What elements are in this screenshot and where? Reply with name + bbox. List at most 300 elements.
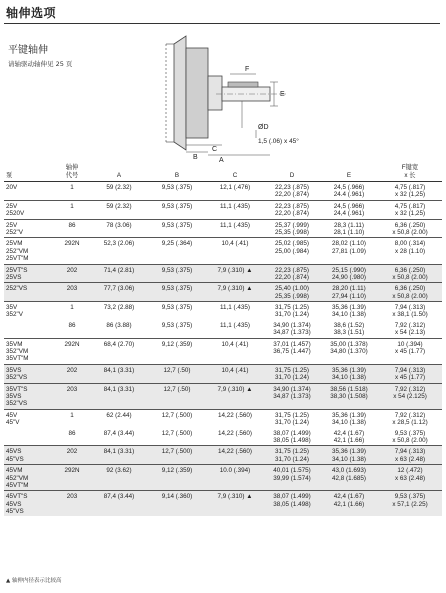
cell-line: 35VT"S (6, 385, 28, 393)
cell-line: x 57,1 (2.25) (392, 500, 428, 508)
cell-a (90, 383, 148, 409)
cell-line: 45VT"S (6, 493, 28, 501)
cell-line: 35,36 (1.39) (332, 304, 366, 312)
cell-line: 203 (66, 493, 78, 501)
cell-a (90, 200, 148, 219)
cell-pump (4, 364, 54, 383)
cell-line: 37,01 (1.457) (273, 340, 311, 348)
cell-line: 35VT"M (6, 355, 29, 363)
cell-line: 86 (68, 429, 76, 437)
table-row (4, 182, 442, 201)
cell-line: 7,92 (.312) (394, 321, 426, 329)
shaft-key (228, 82, 258, 87)
header-shaft-code-line1: 轴伸 (65, 164, 79, 171)
cell-line: x 28 (1.10) (394, 247, 426, 255)
cell-code (54, 182, 90, 201)
cell-line: 25VT"S (6, 266, 28, 274)
cell-line: 11,1 (.435) (220, 321, 250, 329)
cell-code (54, 446, 90, 465)
cell-line: 34,90 (1.374) (273, 321, 311, 329)
cell-pump (4, 182, 54, 201)
cell-line: 202 (66, 366, 78, 374)
cell-line: 25VT"M (6, 255, 29, 263)
cell-line: 9,53 (.375) (394, 429, 426, 437)
cell-line: 11,1 (.435) (220, 221, 250, 229)
cell-line: 11,1 (.435) (220, 304, 250, 312)
header-f-line1: F键宽 (401, 164, 419, 171)
cell-line: 24.4 (.961) (333, 191, 365, 199)
cell-code (54, 338, 90, 364)
cell-d (264, 338, 320, 364)
table-row (4, 364, 442, 383)
cell-line: 14,22 (.560) (218, 448, 252, 456)
cell-f (378, 383, 442, 409)
cell-code (54, 491, 90, 517)
cell-line: 9,14 (.360) (161, 493, 193, 501)
cell-line: 42,8 (1.685) (332, 474, 366, 482)
cell-line: 38,05 (1.498) (273, 436, 311, 444)
cell-pump (4, 409, 54, 427)
cell-pump (4, 338, 54, 364)
cell-e (320, 200, 378, 219)
cell-line: 38,6 (1.52) (333, 321, 365, 329)
chamfer-label: 1,5 (.06) x 45° (258, 138, 299, 145)
cell-line: 45VS (6, 448, 22, 456)
cell-line: 34,10 (1.38) (332, 455, 366, 463)
table-row (4, 338, 442, 364)
cell-line: 34,80 (1.370) (330, 348, 368, 356)
cell-c (206, 283, 264, 302)
cell-line: 7,9 (.310) ▲ (217, 285, 253, 293)
cell-c (206, 219, 264, 238)
cell-line: 62 (2.44) (106, 411, 132, 419)
cell-e (320, 219, 378, 238)
cell-c (206, 182, 264, 201)
shaft-options-table-wrap (4, 163, 442, 516)
title-divider (4, 23, 440, 24)
dim-label-a: A (219, 157, 224, 163)
footnote: ▲ 轴伸内径表示比较高 (6, 578, 62, 584)
cell-b (148, 446, 206, 465)
cell-c (206, 446, 264, 465)
cell-d (264, 283, 320, 302)
cell-pump (4, 283, 54, 302)
cell-line: 7,94 (.313) (394, 304, 426, 312)
table-row (4, 238, 442, 264)
cell-line: 9,12 (.359) (161, 340, 193, 348)
cell-line: 28,02 (1.10) (332, 240, 366, 248)
cell-b (148, 219, 206, 238)
cell-a (90, 219, 148, 238)
cell-line: x 28,5 (1.12) (392, 419, 428, 427)
cell-f (378, 338, 442, 364)
cell-d (264, 182, 320, 201)
cell-line: 9,12 (.359) (161, 467, 193, 475)
cell-b (148, 283, 206, 302)
cell-line: 42,4 (1.67) (333, 493, 365, 501)
cell-line: 252"V (6, 228, 23, 236)
cell-line: 35V (6, 304, 18, 312)
cell-c (206, 409, 264, 427)
cell-a (90, 338, 148, 364)
cell-line: 34,10 (1.38) (332, 374, 366, 382)
cell-code (54, 302, 90, 320)
header-f-line2: x 长 (404, 172, 416, 179)
cell-d (264, 302, 320, 320)
cell-line: 31,75 (1.25) (275, 411, 309, 419)
cell-c (206, 338, 264, 364)
cell-line: 11,1 (.435) (220, 202, 250, 210)
cell-pump (4, 491, 54, 517)
table-row (4, 491, 442, 517)
flange-face (186, 48, 208, 138)
cell-line: 292N (64, 240, 80, 248)
cell-line (6, 322, 52, 329)
cell-line: 25V (6, 221, 18, 229)
cell-e (320, 302, 378, 320)
cell-line: 9,53 (.375) (161, 184, 193, 191)
cell-line: 34,90 (1.374) (273, 385, 311, 393)
dim-label-c: C (212, 146, 218, 153)
cell-line: 39,99 (1.574) (273, 474, 311, 482)
cell-b (148, 383, 206, 409)
cell-line: 1 (70, 202, 74, 210)
cell-pump (4, 264, 54, 283)
cell-line: 31,75 (1.25) (275, 304, 309, 312)
cell-line: x 45 (1.77) (394, 348, 426, 356)
cell-e (320, 320, 378, 338)
cell-line: 34,10 (1.38) (332, 311, 366, 319)
cell-a (90, 302, 148, 320)
cell-line: 12,1 (.476) (219, 184, 251, 191)
cell-b (148, 264, 206, 283)
table-row (4, 302, 442, 320)
cell-line: 7,94 (.313) (394, 366, 426, 374)
cell-line: 25,00 (.984) (275, 247, 309, 255)
table-row (4, 219, 442, 238)
cell-line: 452"VM (6, 474, 29, 482)
cell-b (148, 465, 206, 491)
cell-d (264, 200, 320, 219)
cell-line: 87,4 (3.44) (103, 493, 135, 501)
cell-f (378, 200, 442, 219)
cell-d (264, 238, 320, 264)
cell-line: 6,36 (.250) (394, 285, 426, 293)
cell-line: 42,1 (1.66) (333, 436, 365, 444)
cell-line: 7,94 (.313) (394, 448, 426, 456)
cell-pump (4, 200, 54, 219)
cell-line: x 50,8 (2.00) (392, 436, 428, 444)
cell-line: 45VT"M (6, 481, 29, 489)
cell-c (206, 302, 264, 320)
table-row (4, 409, 442, 427)
cell-a (90, 446, 148, 465)
cell-line: 9,25 (.364) (161, 240, 193, 248)
cell-f (378, 320, 442, 338)
cell-f (378, 264, 442, 283)
cell-line: 252"VM (6, 247, 29, 255)
table-row (4, 320, 442, 338)
table-row (4, 428, 442, 446)
cell-e (320, 182, 378, 201)
cell-b (148, 200, 206, 219)
cell-line: 12,7 (.500) (161, 429, 193, 437)
cell-code (54, 428, 90, 446)
cell-f (378, 283, 442, 302)
cell-line: 25,02 (.985) (275, 240, 309, 248)
cell-code (54, 238, 90, 264)
cell-line: 25,37 (.999) (275, 221, 309, 229)
cell-d (264, 383, 320, 409)
cell-line: 35VM (6, 340, 23, 348)
cell-line: 24,4 (.961) (333, 210, 365, 218)
shaft-options-table (4, 163, 442, 516)
table-header-row (4, 163, 442, 182)
cell-line: 31,70 (1.24) (275, 455, 309, 463)
cell-line: 78 (3.06) (106, 221, 132, 229)
cell-line: 27,94 (1.10) (332, 292, 366, 300)
cell-line: 40,01 (1.575) (273, 467, 311, 475)
cell-c (206, 320, 264, 338)
cell-line: 86 (3.88) (106, 321, 132, 329)
cell-line: 252"VS (6, 285, 28, 293)
table-row (4, 264, 442, 283)
cell-line: 35,00 (1.378) (330, 340, 368, 348)
cell-line: 84,1 (3.31) (103, 448, 135, 456)
cell-d (264, 264, 320, 283)
cell-line: 10 (.394) (397, 340, 423, 348)
table-row (4, 446, 442, 465)
table-row (4, 465, 442, 491)
cell-d (264, 320, 320, 338)
cell-e (320, 238, 378, 264)
cell-e (320, 428, 378, 446)
cell-line: 4,75 (.817) (394, 202, 426, 210)
cell-line: 292N (64, 467, 80, 475)
cell-line: 86 (68, 221, 76, 229)
cell-line: 31,75 (1.25) (275, 448, 309, 456)
cell-code (54, 264, 90, 283)
cell-line: 71,4 (2.81) (103, 266, 135, 274)
dim-label-d: ØD (258, 124, 269, 131)
cell-line: 42,1 (1.66) (333, 500, 365, 508)
cell-line: 25VM (6, 240, 23, 248)
header-pump: 泵 (4, 163, 54, 182)
cell-line: 22,23 (.875) (275, 202, 309, 210)
header-shaft-code (54, 163, 90, 182)
cell-line: 22,23 (.875) (275, 184, 309, 191)
cell-line: 42,4 (1.67) (333, 429, 365, 437)
dim-label-e: E (280, 91, 285, 98)
cell-line: 77,7 (3.06) (103, 285, 135, 293)
cell-a (90, 320, 148, 338)
cell-pump (4, 465, 54, 491)
cell-line: 36,75 (1.447) (273, 348, 311, 356)
section-title: 平键轴伸 (8, 45, 48, 56)
cell-b (148, 238, 206, 264)
cell-e (320, 264, 378, 283)
cell-line: 10.0 (.394) (219, 467, 251, 475)
cell-line: 4,75 (.817) (394, 184, 426, 191)
cell-line (6, 430, 52, 437)
cell-line: 59 (2.32) (106, 202, 132, 210)
cell-d (264, 491, 320, 517)
cell-b (148, 409, 206, 427)
cell-line: x 50,8 (2.00) (392, 292, 428, 300)
cell-line: 31,75 (1.25) (275, 366, 309, 374)
cell-e (320, 465, 378, 491)
cell-line: 27,81 (1.09) (332, 247, 366, 255)
cell-line: 92 (3.62) (106, 467, 132, 475)
cell-line: 7,92 (.312) (394, 411, 426, 419)
cell-f (378, 428, 442, 446)
cell-line: 7,9 (.310) ▲ (217, 493, 253, 501)
cell-a (90, 238, 148, 264)
cell-pump (4, 446, 54, 465)
cell-line: 38,3 (1.51) (333, 329, 365, 337)
cell-line: x 50,8 (2.00) (392, 228, 428, 236)
cell-line: x 54 (2.13) (394, 329, 426, 337)
cell-line: 31,70 (1.24) (275, 311, 309, 319)
cell-b (148, 338, 206, 364)
header-f (378, 163, 442, 182)
header-b: B (148, 163, 206, 182)
cell-pump (4, 219, 54, 238)
cell-a (90, 283, 148, 302)
cell-line: 203 (66, 285, 78, 293)
cell-c (206, 465, 264, 491)
header-d: D (264, 163, 320, 182)
cell-line: 68,4 (2.70) (103, 340, 135, 348)
cell-line: 7,9 (.310) ▲ (217, 385, 253, 393)
cell-line: 10,4 (.41) (221, 240, 249, 248)
cell-line: x 63 (2.48) (394, 455, 426, 463)
dim-label-f: F (245, 66, 250, 73)
cell-f (378, 409, 442, 427)
cell-line: 12 (.472) (397, 467, 423, 475)
cell-line: x 38,1 (1.50) (392, 311, 428, 319)
cell-d (264, 465, 320, 491)
cell-line: 9,53 (.375) (394, 493, 426, 501)
cell-d (264, 364, 320, 383)
cell-e (320, 338, 378, 364)
cell-line: 9,53 (.375) (161, 321, 193, 329)
table-row (4, 283, 442, 302)
cell-line: 9,53 (.375) (161, 202, 193, 210)
flange-hub (208, 76, 222, 110)
cell-line: 28,20 (1.11) (332, 285, 366, 293)
cell-line: 25,35 (.998) (275, 292, 309, 300)
cell-e (320, 446, 378, 465)
cell-line: 10,4 (.41) (221, 340, 249, 348)
cell-line: 38,07 (1.499) (273, 493, 311, 501)
table-row (4, 383, 442, 409)
header-e: E (320, 163, 378, 182)
cell-line: 45VM (6, 467, 23, 475)
cell-line: 1 (70, 184, 74, 191)
cell-line: 7,92 (.312) (394, 385, 426, 393)
cell-line: 84,1 (3.31) (103, 385, 135, 393)
cell-c (206, 383, 264, 409)
cell-line: 12,7 (.500) (161, 411, 193, 419)
cell-f (378, 182, 442, 201)
cell-line: 24,90 (.980) (332, 273, 366, 281)
cell-c (206, 428, 264, 446)
cell-a (90, 491, 148, 517)
cell-f (378, 491, 442, 517)
cell-line: 24,5 (.966) (333, 184, 365, 191)
cell-line: x 32 (1,25) (394, 191, 426, 199)
cell-line: 22,20 (.874) (275, 273, 309, 281)
cell-a (90, 264, 148, 283)
cell-a (90, 182, 148, 201)
cell-line: x 45 (1.77) (394, 374, 426, 382)
cell-line: 352"VM (6, 348, 29, 356)
cell-line: 43,0 (1.693) (332, 467, 366, 475)
cell-line: 10,4 (.41) (221, 366, 249, 374)
cell-line: 84,1 (3.31) (103, 366, 135, 374)
cell-f (378, 219, 442, 238)
cell-line: 9,53 (.375) (161, 285, 193, 293)
cell-code (54, 320, 90, 338)
cell-line: 1 (70, 304, 74, 312)
cell-line: 12,7 (.500) (161, 448, 193, 456)
cell-c (206, 200, 264, 219)
cell-code (54, 465, 90, 491)
cell-a (90, 428, 148, 446)
cell-line: x 63 (2.48) (394, 474, 426, 482)
cell-line: 25,35 (.998) (275, 228, 309, 236)
cell-code (54, 219, 90, 238)
cell-line: 9,53 (.375) (161, 304, 193, 312)
cell-line: 2520V (6, 210, 25, 218)
flange-body (174, 36, 186, 150)
cell-line: 34,87 (1.373) (273, 392, 311, 400)
header-c: C (206, 163, 264, 182)
cell-f (378, 446, 442, 465)
cell-e (320, 409, 378, 427)
cell-line: 45V (6, 411, 18, 419)
cell-line: 12,7 (.50) (163, 366, 191, 374)
cell-c (206, 364, 264, 383)
header-a: A (90, 163, 148, 182)
cell-line: 14,22 (.560) (218, 411, 252, 419)
cell-b (148, 364, 206, 383)
cell-line: 38,30 (1.508) (330, 392, 368, 400)
cell-line: 52,3 (2.06) (103, 240, 135, 248)
cell-line: 35VS (6, 366, 22, 374)
cell-line: 25,15 (.990) (332, 266, 366, 274)
cell-line: 73,2 (2.88) (103, 304, 135, 312)
cell-line: 31,70 (1.24) (275, 374, 309, 382)
cell-line: 25VS (6, 273, 22, 281)
cell-pump (4, 428, 54, 446)
cell-line: 45"VS (6, 508, 24, 516)
cell-line: 7,9 (.310) ▲ (217, 266, 253, 274)
cell-line: x 32 (1,25) (394, 210, 426, 218)
cell-line: 24,5 (.966) (333, 202, 365, 210)
cell-line: x 50,8 (2.00) (392, 273, 428, 281)
cell-line: 22,23 (.875) (275, 266, 309, 274)
cell-line: 203 (66, 385, 78, 393)
cell-code (54, 283, 90, 302)
cell-line: x 54 (2.125) (393, 392, 427, 400)
cell-f (378, 302, 442, 320)
cell-line: 6,36 (.250) (394, 221, 426, 229)
cell-line: 35VS (6, 392, 22, 400)
header-shaft-code-line2: 代号 (65, 172, 79, 179)
cell-d (264, 428, 320, 446)
